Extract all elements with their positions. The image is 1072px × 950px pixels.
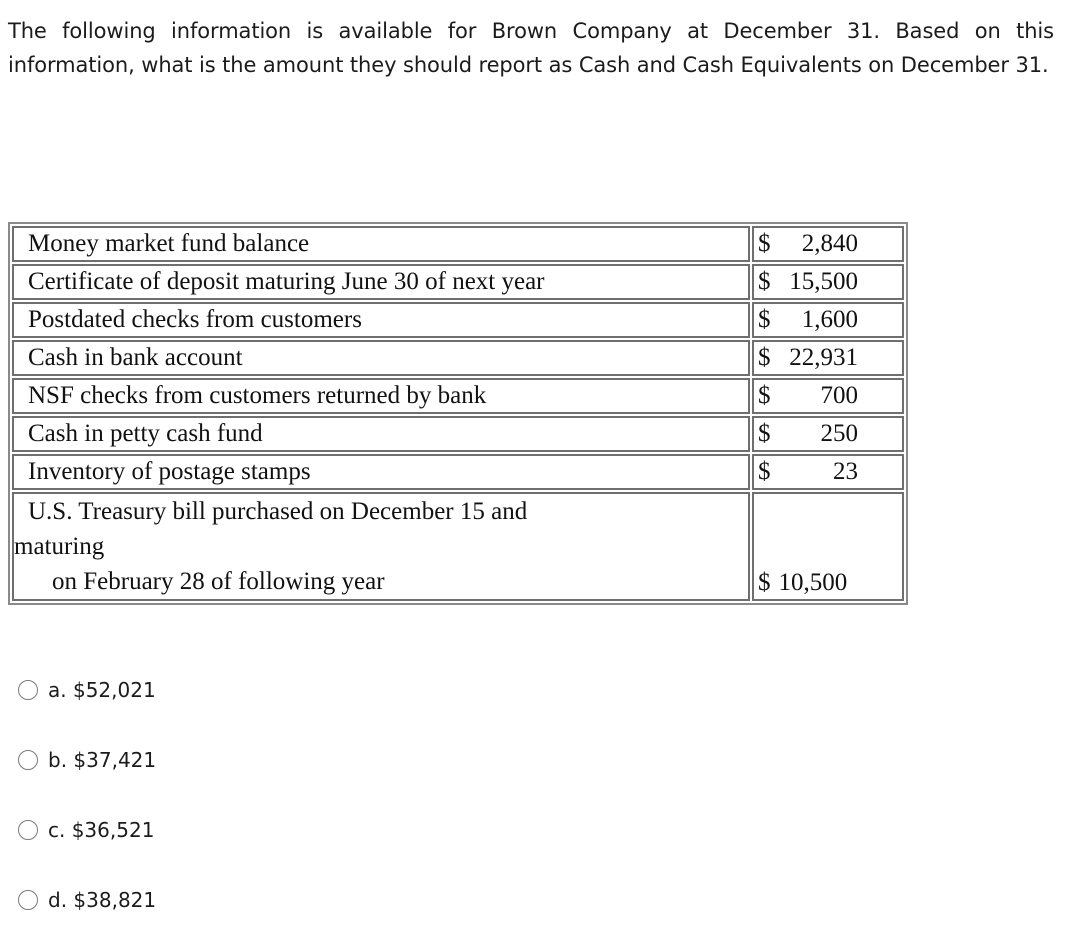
radio-button-icon[interactable]: [18, 750, 38, 770]
row-label-line: U.S. Treasury bill purchased on December 15 and: [28, 498, 528, 525]
radio-button-icon[interactable]: [18, 820, 38, 840]
option-b[interactable]: [18, 740, 156, 780]
row-label: Certificate of deposit maturing June 30 of next year: [12, 264, 750, 300]
table-row: [12, 302, 904, 338]
row-label: Money market fund balance: [12, 226, 750, 262]
cash-items-table: [8, 222, 908, 605]
question-text: The following information is available for Brown Company at December 31. Based on this information, what is the amount they should report as Cash and Cash Equivalents on December 31.: [8, 19, 1054, 77]
row-label: NSF checks from customers returned by bank: [12, 378, 750, 414]
table-row: [12, 416, 904, 452]
radio-button-icon[interactable]: [18, 680, 38, 700]
row-amount: 23: [833, 458, 858, 485]
currency-symbol: $: [758, 420, 771, 447]
row-label-multiline: [12, 492, 750, 601]
row-amount: 1,600: [801, 306, 858, 333]
currency-symbol: $: [758, 268, 771, 295]
option-c[interactable]: [18, 810, 156, 850]
option-d[interactable]: [18, 880, 156, 920]
table-row: [12, 340, 904, 376]
currency-symbol: $: [758, 569, 771, 596]
option-label[interactable]: a. $52,021: [48, 678, 156, 702]
currency-symbol: $: [758, 306, 771, 333]
currency-symbol: $: [758, 382, 771, 409]
radio-button-icon[interactable]: [18, 890, 38, 910]
table-row: [12, 226, 904, 262]
table-row: [12, 264, 904, 300]
row-amount: 22,931: [789, 344, 858, 371]
row-amount: 2,840: [801, 230, 858, 257]
row-label: Cash in petty cash fund: [12, 416, 750, 452]
currency-symbol: $: [758, 458, 771, 485]
row-label: Postdated checks from customers: [12, 302, 750, 338]
currency-symbol: $: [758, 344, 771, 371]
table-row: [12, 492, 904, 601]
table-row: [12, 378, 904, 414]
row-amount: 700: [820, 382, 858, 409]
row-label: Cash in bank account: [12, 340, 750, 376]
row-amount: 15,500: [789, 268, 858, 295]
row-label-line: maturing: [14, 533, 105, 560]
table-row: [12, 454, 904, 490]
option-label[interactable]: c. $36,521: [48, 818, 155, 842]
row-label: Inventory of postage stamps: [12, 454, 750, 490]
option-label[interactable]: d. $38,821: [48, 888, 157, 912]
answer-options: [18, 670, 156, 950]
option-label[interactable]: b. $37,421: [48, 748, 157, 772]
row-amount: 250: [820, 420, 858, 447]
row-amount: 10,500: [778, 569, 848, 596]
option-a[interactable]: [18, 670, 156, 710]
row-label-line: on February 28 of following year: [52, 568, 385, 595]
currency-symbol: $: [758, 230, 771, 257]
